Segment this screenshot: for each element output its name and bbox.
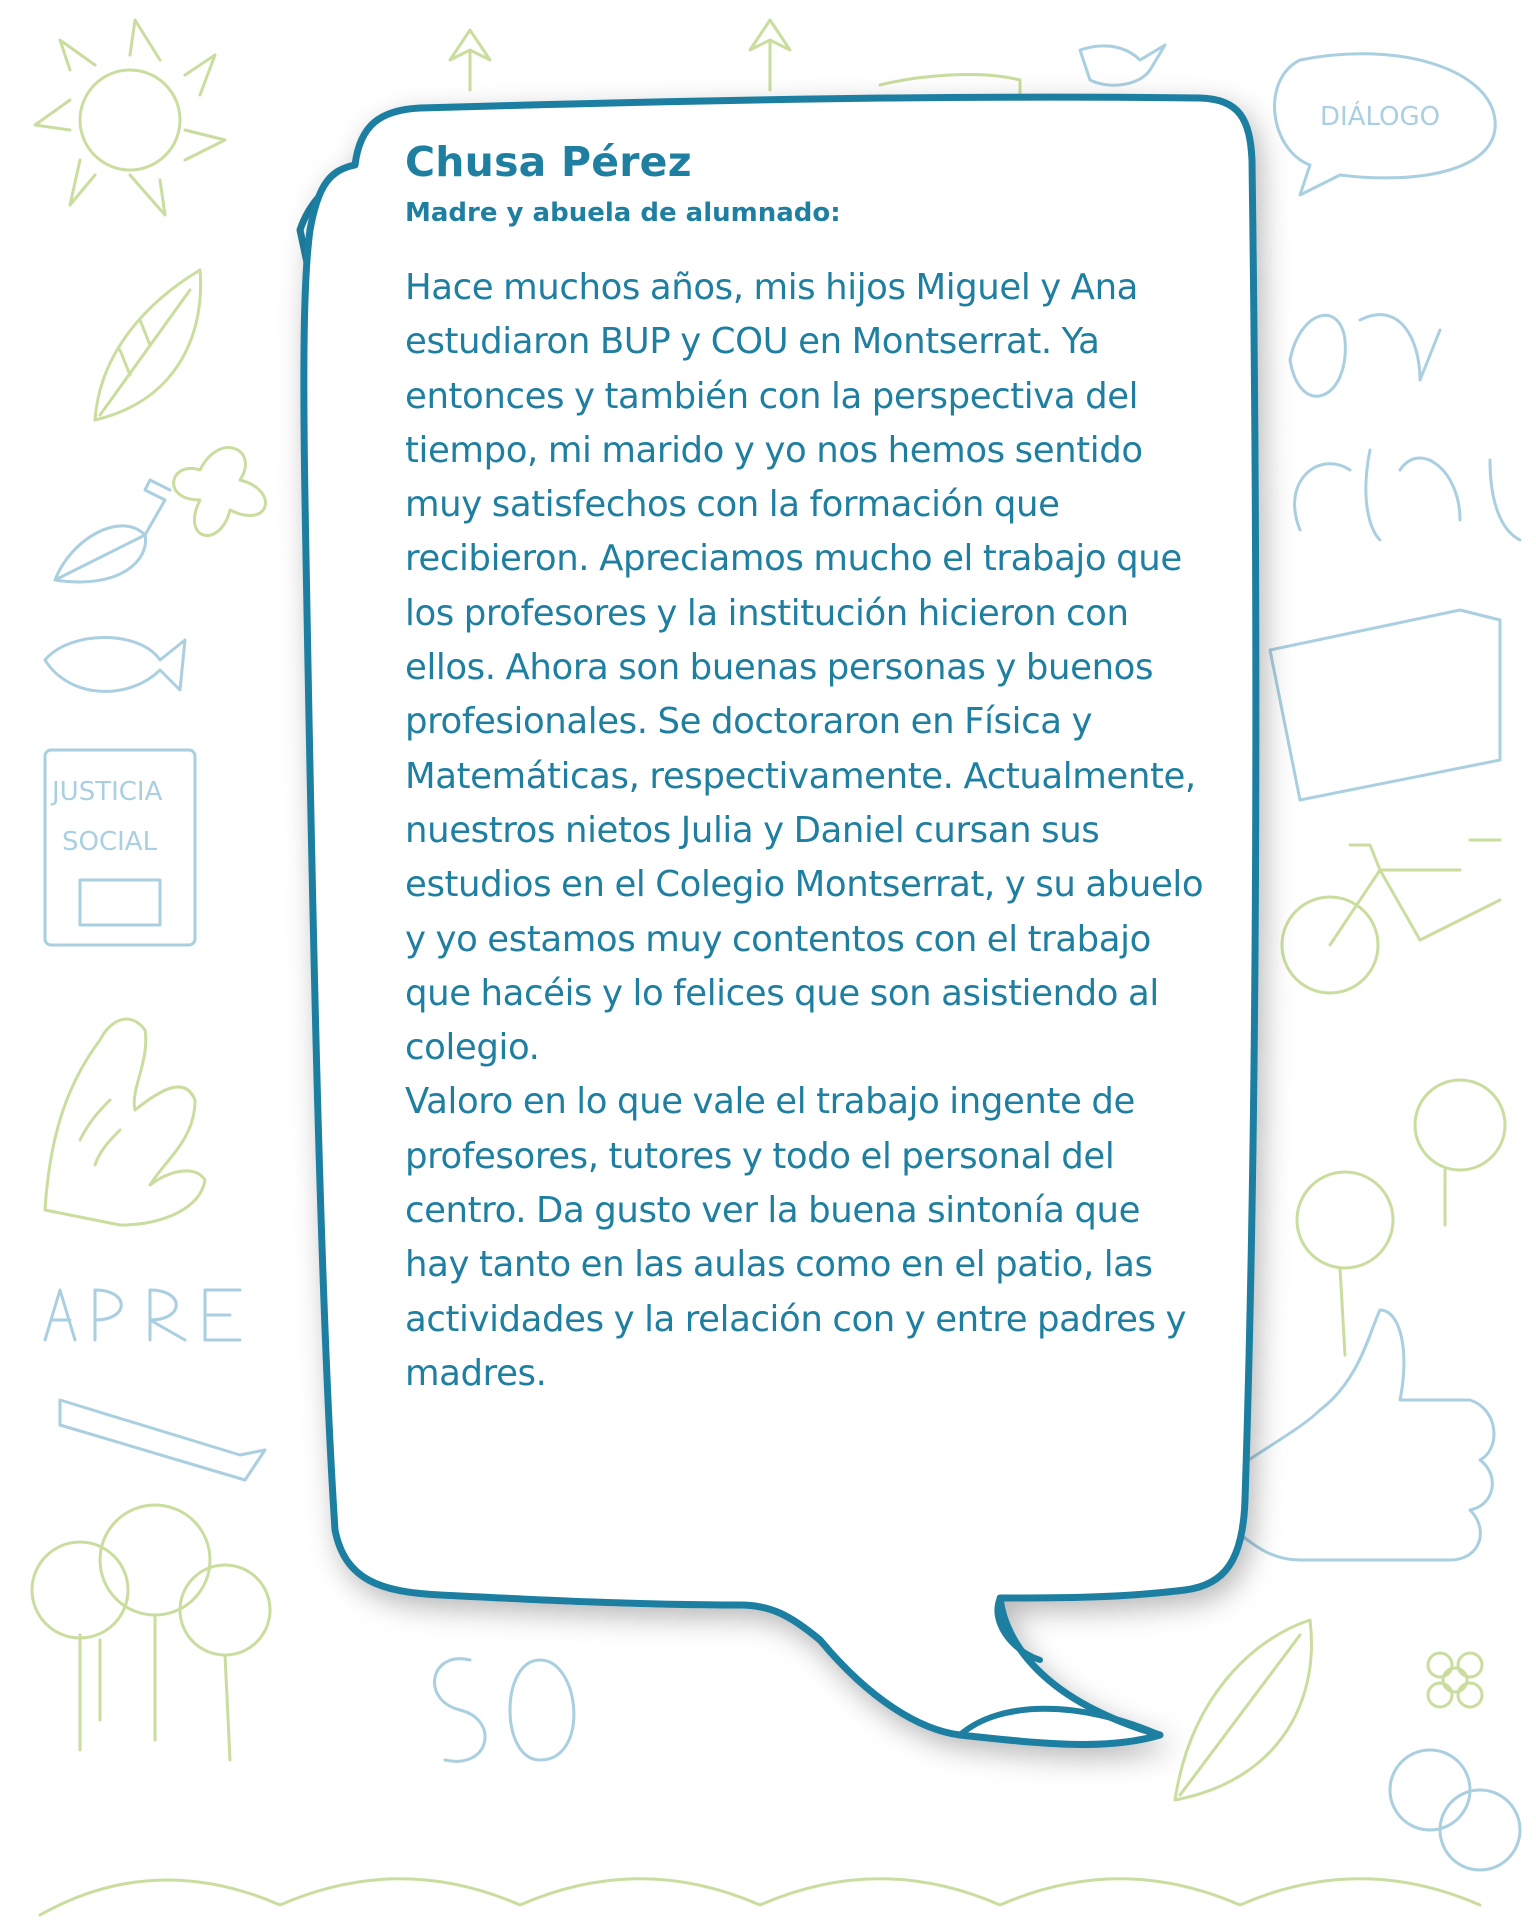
testimonial-paragraph: Hace muchos años, mis hijos Miguel y Ana estudiaron BUP y COU en Montserrat. Ya entonces y también con la perspectiva del tiempo, mi marido y yo nos hemos sentido muy satisfechos con la formación que recibieron. Apreciamos mucho el trabajo que los profesores y la institución hicieron con ellos. Ahora son buenas personas y buenos profesionales. Se doctoraron en Física y Matemáticas, respectivamente. Actualmente, nuestros nietos Julia y Daniel cursan sus estudios en el Colegio Montserrat, y su abuelo y yo estamos muy contentos con el trabajo que hacéis y lo felices que son asistiendo al colegio. — [405, 266, 1204, 1069]
person-name: Chusa Pérez — [405, 138, 692, 186]
dialogo-doodle-text: DIÁLOGO — [1320, 102, 1441, 132]
testimonial-card — [405, 138, 1205, 1401]
testimonial-paragraph: Valoro en lo que vale el trabajo ingente de profesores, tutores y todo el personal del centro. Da gusto ver la buena sintonía que hay tanto en las aulas como en el patio, las actividades y la relación con y entre padres y madres. — [405, 1081, 1187, 1394]
social-sign-doodle-text: SOCIAL — [62, 827, 158, 857]
testimonial-body — [405, 261, 1205, 1401]
justicia-doodle-text: JUSTICIA — [52, 777, 163, 807]
person-role: Madre y abuela de alumnado: — [405, 198, 841, 229]
